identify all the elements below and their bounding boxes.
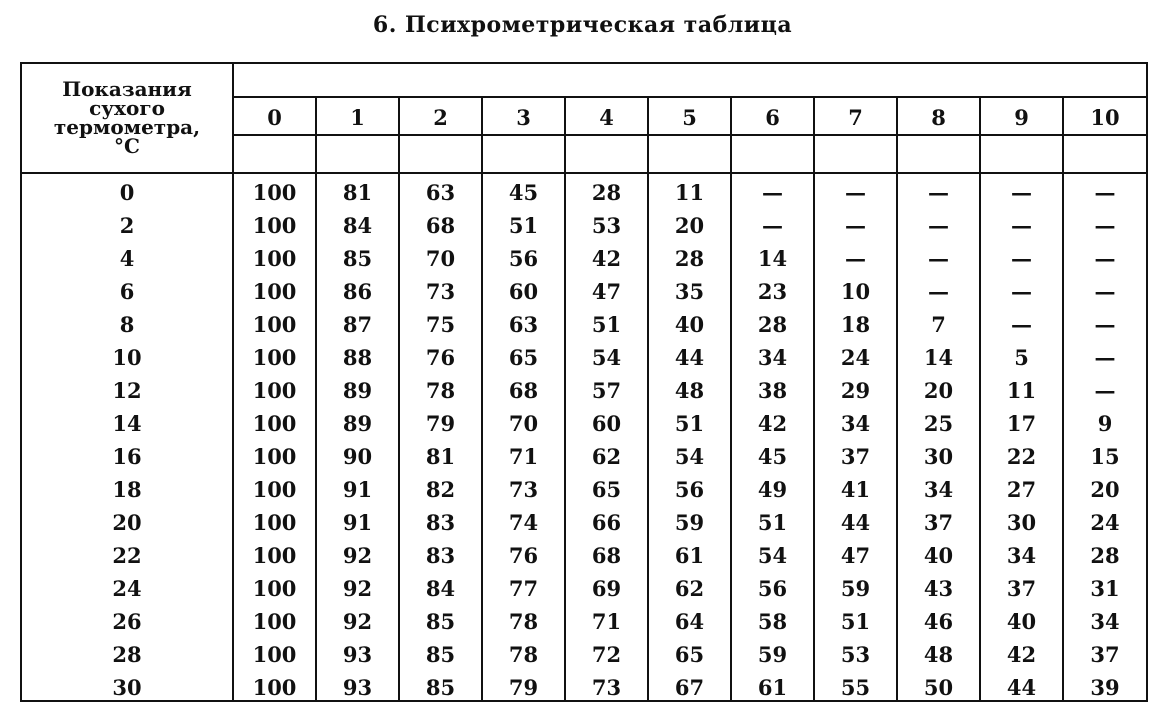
table-cell: 100 [252, 213, 297, 238]
table-cell: 86 [342, 279, 373, 304]
table-cell: 78 [508, 642, 539, 667]
table-cell: 85 [342, 246, 373, 271]
column-header: 8 [931, 104, 946, 130]
table-cell: 79 [508, 675, 539, 700]
table-cell: 28 [591, 180, 622, 205]
table-cell: 45 [508, 180, 539, 205]
table-cell: 65 [674, 642, 705, 667]
table-cell: 51 [840, 609, 871, 634]
table-cell: 68 [508, 378, 539, 403]
table-cell: 92 [342, 543, 373, 568]
table-cell: 30 [923, 444, 954, 469]
table-cell: 31 [1090, 576, 1120, 601]
table-cell: 59 [757, 642, 788, 667]
table-cell: — [1094, 213, 1116, 238]
table-cell: — [845, 246, 866, 271]
table-cell: 58 [757, 609, 788, 634]
row-label: 18 [112, 477, 142, 502]
table-cell: 92 [342, 576, 373, 601]
table-cell: 100 [252, 411, 297, 436]
table-cell: 41 [840, 477, 871, 502]
row-label: 6 [119, 279, 135, 304]
table-cell: — [845, 180, 866, 205]
table-cell: 42 [591, 246, 622, 271]
table-cell: 37 [1006, 576, 1037, 601]
table-cell: — [928, 180, 949, 205]
table-cell: 57 [591, 378, 622, 403]
table-cell: 27 [1006, 477, 1037, 502]
table-cell: 14 [923, 345, 954, 370]
table-cell: 62 [591, 444, 622, 469]
table-cell: 45 [757, 444, 788, 469]
table-cell: 100 [252, 312, 297, 337]
table-cell: 51 [757, 510, 788, 535]
table-cell: 83 [425, 510, 456, 535]
table-cell: 43 [923, 576, 954, 601]
table-cell: 47 [591, 279, 622, 304]
table-cell: — [928, 246, 949, 271]
table-cell: 63 [508, 312, 539, 337]
table-cell: 82 [425, 477, 456, 502]
table-cell: 14 [757, 246, 788, 271]
column-header: 7 [848, 104, 863, 130]
column-header: 0 [267, 104, 282, 130]
table-cell: 65 [508, 345, 539, 370]
table-cell: 51 [674, 411, 705, 436]
table-cell: 22 [1006, 444, 1037, 469]
table-cell: 100 [252, 345, 297, 370]
table-cell: 20 [923, 378, 954, 403]
table-cell: 76 [425, 345, 456, 370]
column-header: 4 [599, 104, 614, 130]
table-cell: 100 [252, 444, 297, 469]
table-cell: 55 [840, 675, 871, 700]
row-label: 24 [112, 576, 142, 601]
row-header-label [22, 64, 232, 172]
table-cell: — [1011, 213, 1032, 238]
table-cell: 73 [591, 675, 622, 700]
row-header-line: сухого [89, 96, 165, 120]
table-cell: 44 [840, 510, 871, 535]
table-cell: 51 [508, 213, 539, 238]
table-cell: 79 [425, 411, 456, 436]
table-cell: 47 [840, 543, 871, 568]
table-cell: 74 [508, 510, 539, 535]
table-cell: 68 [425, 213, 456, 238]
table-cell: — [1094, 312, 1116, 337]
table-cell: 59 [840, 576, 871, 601]
table-cell: 71 [591, 609, 622, 634]
table-cell: 46 [923, 609, 954, 634]
table-cell: — [1094, 345, 1116, 370]
table-cell: 5 [1014, 345, 1029, 370]
table-cell: 53 [840, 642, 871, 667]
table-cell: 64 [674, 609, 705, 634]
table-cell: 100 [252, 378, 297, 403]
page-title: 6. Психрометрическая таблица [372, 12, 793, 38]
table-cell: 28 [1090, 543, 1120, 568]
table-cell: 81 [342, 180, 373, 205]
table-cell: — [1094, 378, 1116, 403]
table-cell: 75 [425, 312, 456, 337]
table-cell: 100 [252, 279, 297, 304]
row-label: 0 [119, 180, 135, 205]
table-cell: 54 [757, 543, 788, 568]
table-cell: 29 [840, 378, 871, 403]
table-cell: 38 [757, 378, 788, 403]
table-cell: 50 [923, 675, 954, 700]
table-cell: 11 [1006, 378, 1037, 403]
table-cell: 20 [1090, 477, 1120, 502]
table-cell: 100 [252, 510, 297, 535]
table-cell: 85 [425, 609, 456, 634]
table-cell: 61 [674, 543, 705, 568]
table-cell: 62 [674, 576, 705, 601]
column-header: 2 [433, 104, 448, 130]
table-cell: 10 [840, 279, 871, 304]
row-label: 16 [112, 444, 142, 469]
table-cell: 56 [757, 576, 788, 601]
table-cell: 54 [674, 444, 705, 469]
table-cell: 77 [508, 576, 539, 601]
table-cell: 91 [342, 510, 373, 535]
table-cell: 60 [508, 279, 539, 304]
row-label: 22 [112, 543, 142, 568]
table-cell: — [1094, 279, 1116, 304]
row-header-line: Показания [62, 77, 192, 101]
table-cell: — [762, 213, 783, 238]
table-cell: — [762, 180, 783, 205]
table-cell: 44 [1006, 675, 1037, 700]
table-cell: 34 [840, 411, 871, 436]
table-cell: 40 [1006, 609, 1037, 634]
table-cell: 100 [252, 576, 297, 601]
table-cell: 100 [252, 609, 297, 634]
table-cell: 100 [252, 675, 297, 700]
table-cell: 72 [591, 642, 622, 667]
table-cell: 60 [591, 411, 622, 436]
table-cell: 85 [425, 642, 456, 667]
table-cell: 28 [674, 246, 705, 271]
table-cell: 48 [923, 642, 954, 667]
table-cell: 66 [591, 510, 622, 535]
row-label: 2 [119, 213, 135, 238]
table-cell: 85 [425, 675, 456, 700]
table-cell: 28 [757, 312, 788, 337]
table-cell: 71 [508, 444, 539, 469]
row-header-line: термометра, [53, 115, 201, 139]
table-cell: 100 [252, 543, 297, 568]
column-header: 10 [1090, 104, 1120, 130]
table-cell: 34 [757, 345, 788, 370]
table-cell: 34 [1006, 543, 1037, 568]
table-cell: 30 [1006, 510, 1037, 535]
table-cell: — [1094, 246, 1116, 271]
header-bottom-divider [22, 172, 1146, 174]
table-cell: 78 [508, 609, 539, 634]
column-header: 5 [682, 104, 697, 130]
table-cell: 44 [674, 345, 705, 370]
column-header: 3 [516, 104, 531, 130]
table-cell: 100 [252, 180, 297, 205]
row-header-line: °С [114, 134, 140, 158]
table-cell: — [928, 279, 949, 304]
table-cell: 63 [425, 180, 456, 205]
table-cell: 7 [931, 312, 946, 337]
psychrometric-table [20, 62, 1148, 702]
table-cell: 17 [1006, 411, 1037, 436]
table-cell: 20 [674, 213, 705, 238]
table-cell: 49 [757, 477, 788, 502]
table-cell: 87 [342, 312, 373, 337]
column-header: 1 [350, 104, 365, 130]
table-cell: — [1011, 312, 1032, 337]
table-cell: 100 [252, 642, 297, 667]
table-cell: 39 [1090, 675, 1120, 700]
table-cell: 53 [591, 213, 622, 238]
row-label: 4 [119, 246, 135, 271]
table-cell: 93 [342, 675, 373, 700]
table-cell: 51 [591, 312, 622, 337]
table-cell: 76 [508, 543, 539, 568]
table-cell: 56 [674, 477, 705, 502]
table-cell: 25 [923, 411, 954, 436]
table-cell: — [1011, 246, 1032, 271]
table-cell: 70 [508, 411, 539, 436]
table-cell: 84 [342, 213, 373, 238]
column-header: 9 [1014, 104, 1029, 130]
row-label: 14 [112, 411, 142, 436]
table-cell: 91 [342, 477, 373, 502]
table-cell: 89 [342, 378, 373, 403]
table-cell: 65 [591, 477, 622, 502]
table-cell: 18 [840, 312, 871, 337]
table-cell: 23 [757, 279, 788, 304]
table-cell: 35 [674, 279, 705, 304]
table-cell: 37 [923, 510, 954, 535]
table-cell: 37 [1090, 642, 1120, 667]
table-cell: 73 [508, 477, 539, 502]
table-cell: 83 [425, 543, 456, 568]
row-label: 10 [112, 345, 142, 370]
table-cell: 59 [674, 510, 705, 535]
table-cell: 56 [508, 246, 539, 271]
table-cell: 84 [425, 576, 456, 601]
row-label: 12 [112, 378, 142, 403]
table-cell: 42 [1006, 642, 1037, 667]
table-cell: 42 [757, 411, 788, 436]
table-cell: 81 [425, 444, 456, 469]
table-cell: 40 [674, 312, 705, 337]
row-label: 28 [112, 642, 142, 667]
table-cell: 9 [1097, 411, 1113, 436]
table-cell: 70 [425, 246, 456, 271]
table-cell: 61 [757, 675, 788, 700]
table-cell: 24 [1090, 510, 1120, 535]
table-cell: 11 [674, 180, 705, 205]
table-cell: 40 [923, 543, 954, 568]
table-cell: 48 [674, 378, 705, 403]
table-cell: 78 [425, 378, 456, 403]
row-label: 26 [112, 609, 142, 634]
table-cell: 100 [252, 246, 297, 271]
table-cell: 89 [342, 411, 373, 436]
row-label: 30 [112, 675, 142, 700]
header-divider [232, 96, 1146, 98]
table-cell: — [845, 213, 866, 238]
table-cell: 73 [425, 279, 456, 304]
table-cell: 34 [923, 477, 954, 502]
table-cell: 100 [252, 477, 297, 502]
table-cell: — [1011, 180, 1032, 205]
table-cell: 88 [342, 345, 373, 370]
table-cell: 69 [591, 576, 622, 601]
table-cell: 54 [591, 345, 622, 370]
table-cell: — [1094, 180, 1116, 205]
table-cell: 93 [342, 642, 373, 667]
table-cell: 92 [342, 609, 373, 634]
table-cell: — [1011, 279, 1032, 304]
table-cell: — [928, 213, 949, 238]
table-cell: 90 [342, 444, 373, 469]
column-header: 6 [765, 104, 780, 130]
row-label: 20 [112, 510, 142, 535]
table-cell: 37 [840, 444, 871, 469]
table-cell: 34 [1090, 609, 1120, 634]
row-label: 8 [119, 312, 135, 337]
table-cell: 68 [591, 543, 622, 568]
table-cell: 15 [1090, 444, 1120, 469]
table-cell: 67 [674, 675, 705, 700]
header-divider [232, 134, 1146, 136]
table-cell: 24 [840, 345, 871, 370]
